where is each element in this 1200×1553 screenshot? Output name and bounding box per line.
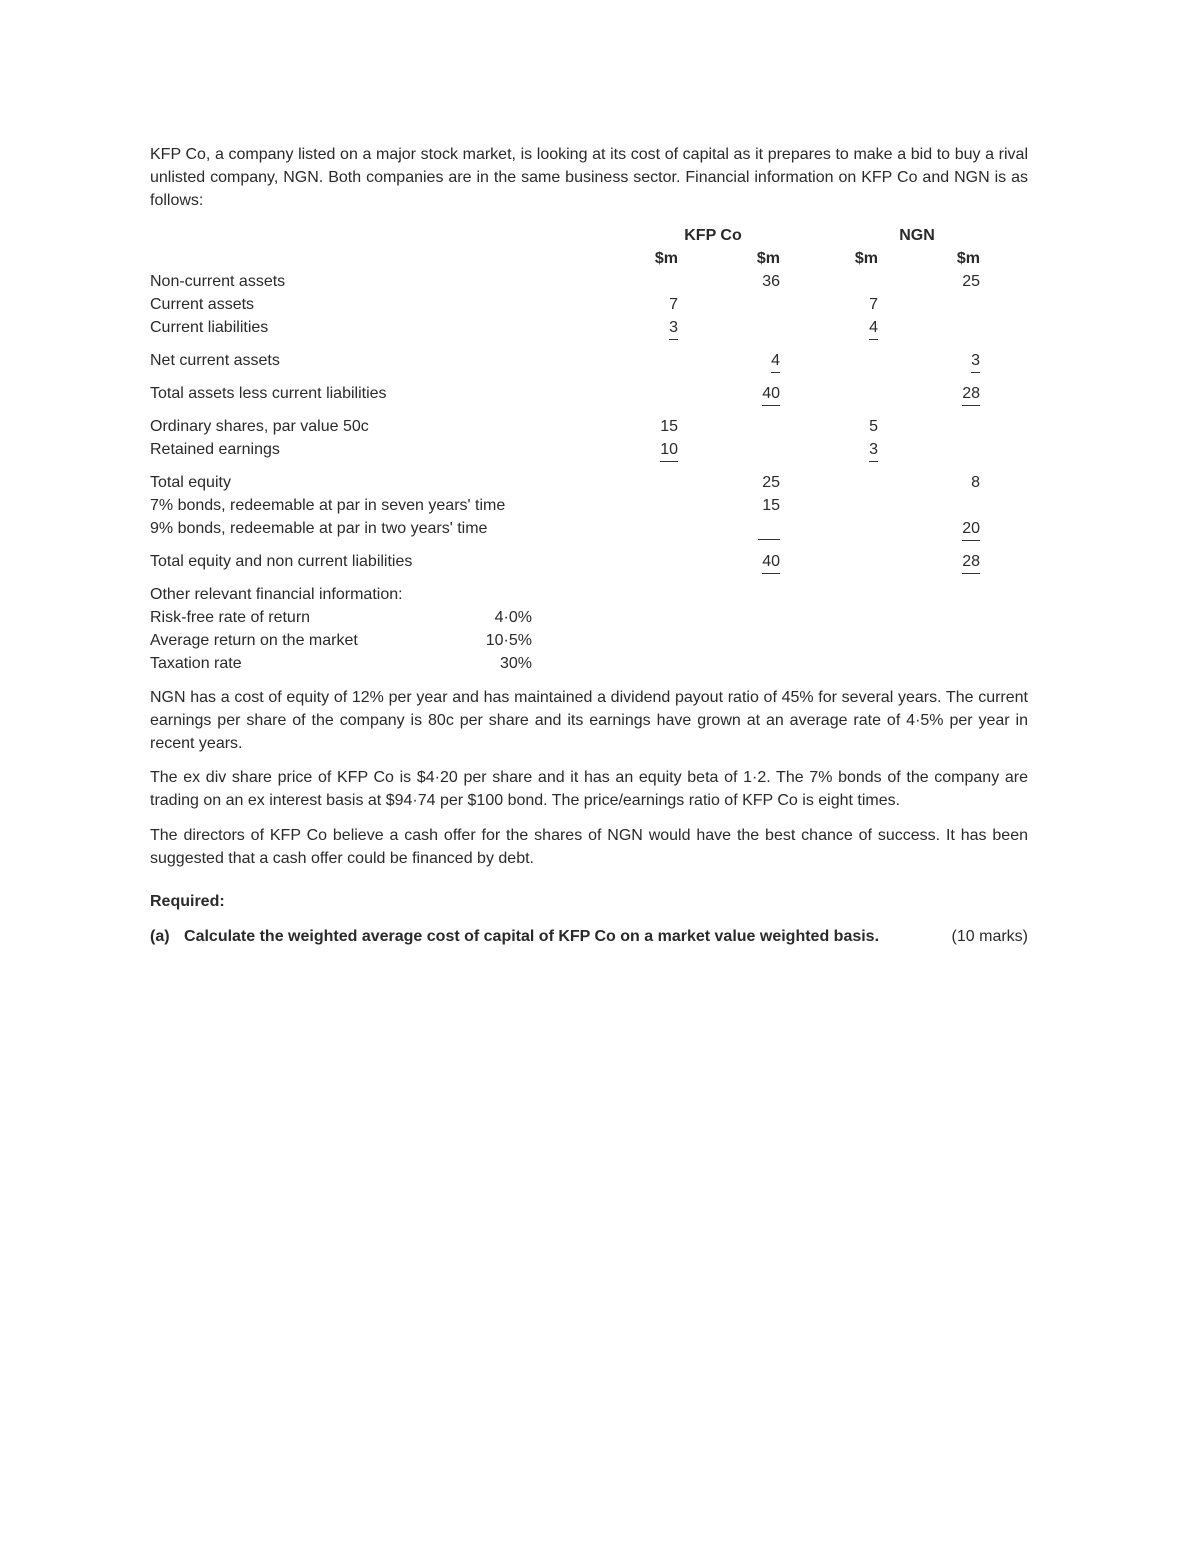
value-cell: 40	[762, 382, 780, 406]
table-row	[150, 438, 1030, 461]
row-label: Ordinary shares, par value 50c	[150, 418, 369, 435]
required-heading: Required:	[150, 893, 225, 910]
value-cell: 3	[669, 316, 678, 340]
unit-header: $m	[854, 250, 878, 267]
value-cell: 25	[962, 273, 980, 290]
row-label: 9% bonds, redeemable at par in two years' time	[150, 520, 488, 537]
question-a-marks: (10 marks)	[951, 928, 1028, 945]
other-info-label: Average return on the market	[150, 632, 358, 649]
value-cell: 40	[762, 550, 780, 574]
unit-header: $m	[956, 250, 980, 267]
table-row	[150, 293, 1030, 316]
other-info-label: Taxation rate	[150, 655, 242, 672]
table-row	[150, 316, 1030, 339]
other-info-item	[150, 652, 550, 675]
question-a	[150, 928, 1028, 946]
value-cell: 5	[869, 418, 878, 435]
value-cell: 7	[669, 296, 678, 313]
value-cell: 4	[869, 316, 878, 340]
financial-statement-table	[150, 224, 1030, 675]
ngn-paragraph: NGN has a cost of equity of 12% per year and has maintained a dividend payout ratio of 45% for several years. The current earnings per share of the company is 80c per share and its earnings have grown at an average rate of 4·5% per year in recent years.	[150, 689, 1028, 752]
row-label: Net current assets	[150, 352, 280, 369]
row-label: Total equity	[150, 474, 231, 491]
table-row	[150, 349, 1030, 372]
table-row	[150, 517, 1030, 540]
question-a-label: (a)	[150, 928, 170, 945]
table-row	[150, 415, 1030, 438]
unit-header: $m	[756, 250, 780, 267]
unit-header-row	[150, 247, 1030, 270]
row-label: Retained earnings	[150, 441, 280, 458]
table-row	[150, 270, 1030, 293]
value-cell: 15	[660, 418, 678, 435]
value-cell: 36	[762, 273, 780, 290]
unit-header: $m	[654, 250, 678, 267]
value-cell: 4	[771, 349, 780, 373]
table-row	[150, 494, 1030, 517]
value-cell: 15	[762, 497, 780, 514]
value-cell: 28	[962, 382, 980, 406]
other-info-value: 10·5%	[485, 632, 532, 649]
other-info-label: Risk-free rate of return	[150, 609, 311, 626]
row-label: Non-current assets	[150, 273, 286, 290]
other-info-value: 30%	[499, 655, 532, 672]
row-label: Current assets	[150, 296, 255, 313]
question-a-text: Calculate the weighted average cost of capital of KFP Co on a market value weighted basis.	[184, 928, 880, 945]
other-info-item	[150, 629, 550, 652]
table-row	[150, 382, 1030, 405]
other-info-heading: Other relevant financial information:	[150, 586, 403, 603]
row-label: 7% bonds, redeemable at par in seven years' time	[150, 497, 506, 514]
value-cell: 8	[971, 474, 980, 491]
row-label: Current liabilities	[150, 319, 269, 336]
other-info-item	[150, 606, 550, 629]
value-cell: 10	[660, 438, 678, 462]
company-header-kfp: KFP Co	[684, 227, 742, 244]
company-header-row	[150, 224, 1030, 247]
row-label: Total equity and non current liabilities	[150, 553, 413, 570]
table-row	[150, 471, 1030, 494]
value-cell: 25	[762, 474, 780, 491]
value-cell: 20	[962, 517, 980, 541]
kfp-paragraph: The ex div share price of KFP Co is $4·20 per share and it has an equity beta of 1·2. The 7% bonds of the company are trading on an ex interest basis at $94·74 per $100 bond. The price/earnings ratio of KFP Co is eight times.	[150, 769, 1028, 809]
value-cell: 3	[971, 349, 980, 373]
value-cell: 3	[869, 438, 878, 462]
intro-paragraph: KFP Co, a company listed on a major stock market, is looking at its cost of capital as it prepares to make a bid to buy a rival unlisted company, NGN. Both companies are in the same business sector. Financial information on KFP Co and NGN is as follows:	[150, 146, 1028, 209]
row-label: Total assets less current liabilities	[150, 385, 387, 402]
underline-rule	[758, 517, 780, 540]
other-info-value: 4·0%	[494, 609, 532, 626]
value-cell: 28	[962, 550, 980, 574]
table-row	[150, 550, 1030, 573]
company-header-ngn: NGN	[899, 227, 935, 244]
value-cell: 7	[869, 296, 878, 313]
directors-paragraph: The directors of KFP Co believe a cash offer for the shares of NGN would have the best chance of success. It has been suggested that a cash offer could be financed by debt.	[150, 827, 1028, 867]
